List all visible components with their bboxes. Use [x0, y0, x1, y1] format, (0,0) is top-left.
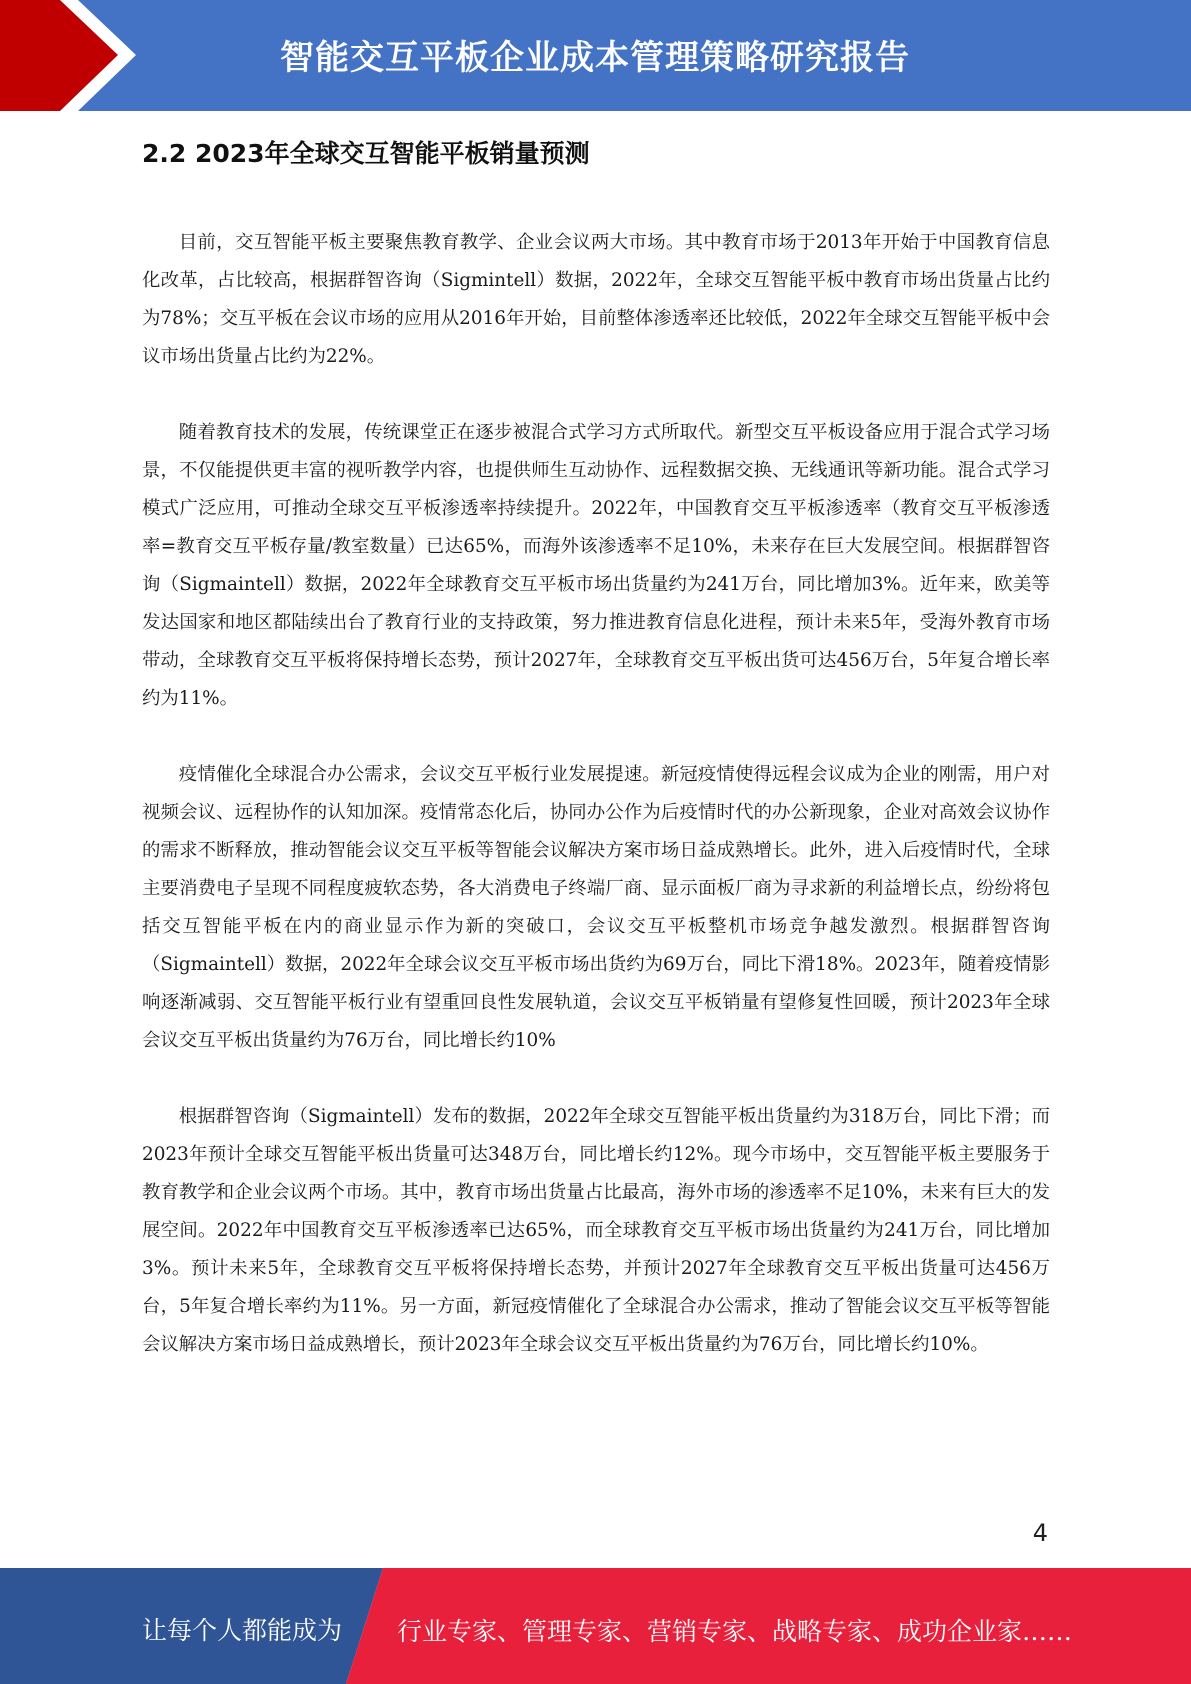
paragraph-2: 随着教育技术的发展，传统课堂正在逐步被混合式学习方式所取代。新型交互平板设备应用于混合式学习场景，不仅能提供更丰富的视听教学内容，也提供师生互动协作、远程数据交换、无线通讯等新功能。混合式学习模式广泛应用，可推动全球交互平板渗透率持续提升。2022年，中国教育交互平板渗透率（教育交互平板渗透率=教育交互平板存量/教室数量）已达65%，而海外该渗透率不足10%，未来存在巨大发展空间。根据群智咨询（Sigmaintell）数据，2022年全球教育交互平板市场出货量约为241万台，同比增加3%。近年来，欧美等发达国家和地区都陆续出台了教育行业的支持政策，努力推进教育信息化进程，预计未来5年，受海外教育市场带动，全球教育交互平板将保持增长态势，预计2027年，全球教育交互平板出货可达456万台，5年复合增长率约为11%。	[142, 422, 1050, 709]
paragraph-3: 疫情催化全球混合办公需求，会议交互平板行业发展提速。新冠疫情使得远程会议成为企业的刚需，用户对视频会议、远程协作的认知加深。疫情常态化后，协同办公作为后疫情时代的办公新现象，企业对高效会议协作的需求不断释放，推动智能会议交互平板等智能会议解决方案市场日益成熟增长。此外，进入后疫情时代，全球主要消费电子呈现不同程度疲软态势，各大消费电子终端厂商、显示面板厂商为寻求新的利益增长点，纷纷将包括交互智能平板在内的商业显示作为新的突破口，会议交互平板整机市场竞争越发激烈。根据群智咨询（Sigmaintell）数据，2022年全球会议交互平板市场出货约为69万台，同比下滑18%。2023年，随着疫情影响逐渐减弱、交互智能平板行业有望重回良性发展轨道，会议交互平板销量有望修复性回暖，预计2023年全球会议交互平板出货量约为76万台，同比增长约10%	[142, 764, 1050, 1051]
paragraph-4: 根据群智咨询（Sigmaintell）发布的数据，2022年全球交互智能平板出货量约为318万台，同比下滑；而2023年预计全球交互智能平板出货量可达348万台，同比增长约12%。现今市场中，交互智能平板主要服务于教育教学和企业会议两个市场。其中，教育市场出货量占比最高，海外市场的渗透率不足10%，未来有巨大的发展空间。2022年中国教育交互平板渗透率已达65%，而全球教育交互平板市场出货量约为241万台，同比增加3%。预计未来5年，全球教育交互平板将保持增长态势，并预计2027年全球教育交互平板出货量可达456万台，5年复合增长率约为11%。另一方面，新冠疫情催化了全球混合办公需求，推动了智能会议交互平板等智能会议解决方案市场日益成熟增长，预计2023年全球会议交互平板出货量约为76万台，同比增长约10%。	[142, 1106, 1050, 1355]
footer-slogan-left: 让每个人都能成为	[142, 1616, 343, 1645]
footer-slogan-right: 行业专家、管理专家、营销专家、战略专家、成功企业家……	[397, 1617, 1073, 1646]
header-title: 智能交互平板企业成本管理策略研究报告	[280, 38, 910, 78]
body-content	[142, 224, 1050, 1402]
page-header	[0, 0, 1191, 111]
header-arrow-decoration	[0, 0, 160, 111]
page-number: 4	[1032, 1519, 1048, 1547]
page-footer	[0, 1568, 1191, 1684]
section-heading: 2.2 2023年全球交互智能平板销量预测	[142, 139, 590, 168]
paragraph-1: 目前，交互智能平板主要聚焦教育教学、企业会议两大市场。其中教育市场于2013年开始于中国教育信息化改革，占比较高，根据群智咨询（Sigmintell）数据，2022年，全球交互智能平板中教育市场出货量占比约为78%；交互平板在会议市场的应用从2016年开始，目前整体渗透率还比较低，2022年全球交互智能平板中会议市场出货量占比约为22%。	[142, 232, 1050, 367]
